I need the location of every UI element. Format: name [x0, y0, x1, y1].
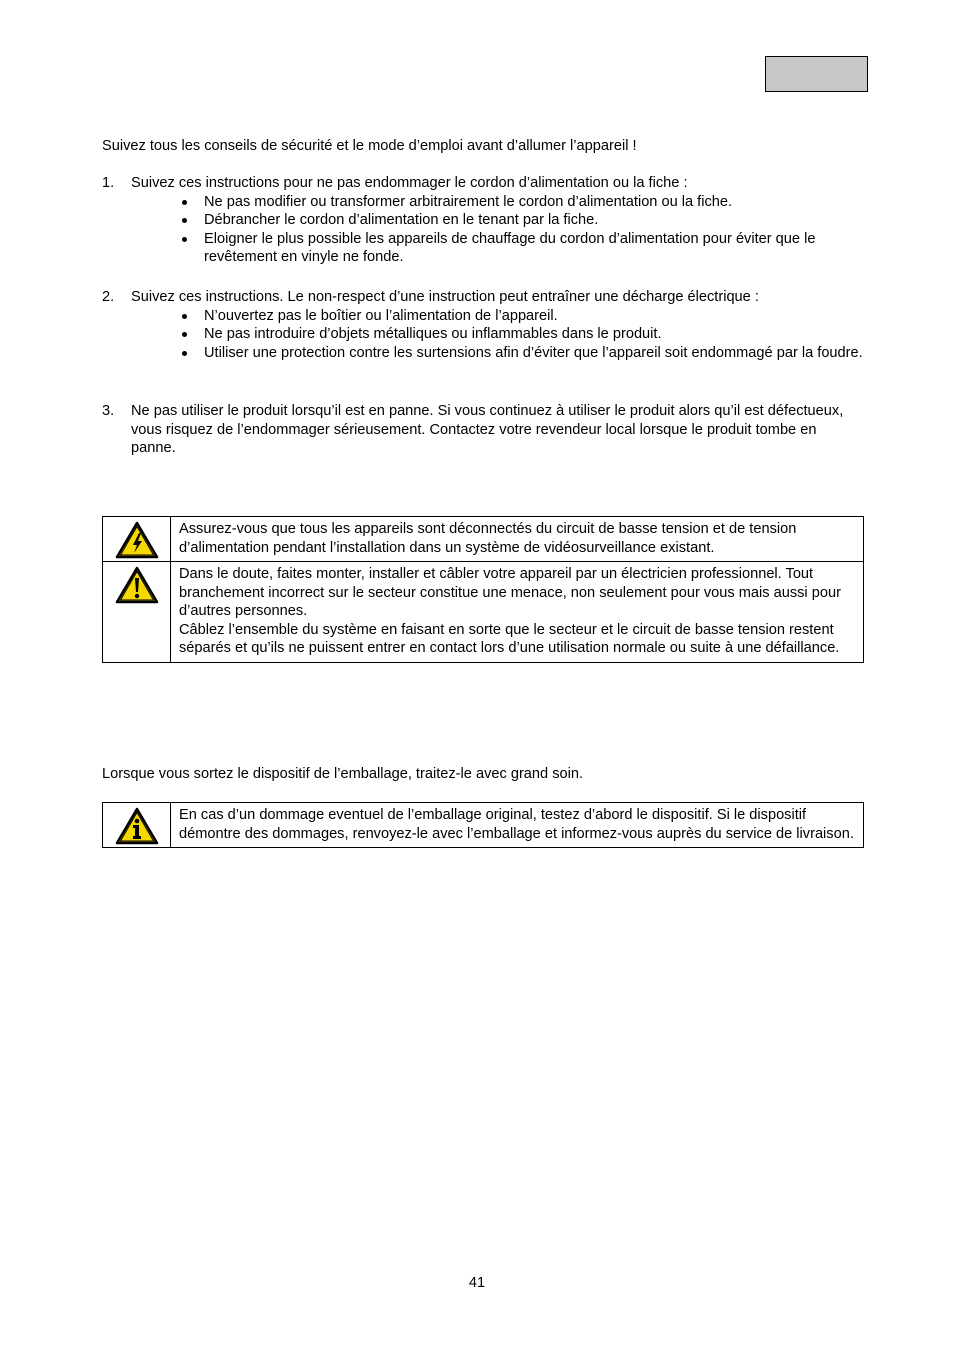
warning-row: [103, 562, 864, 663]
item-number: 3.: [102, 403, 115, 419]
bullet-icon: [182, 332, 187, 337]
language-tab-box: [765, 56, 868, 92]
warning-text: Assurez-vous que tous les appareils sont déconnectés du circuit de basse tension et de tension d’alimentation pendant l’installation dans un système de vidéosurveillance existant.: [179, 521, 797, 556]
page-number: 41: [468, 1275, 486, 1291]
list-item: Utiliser une protection contre les surtensions afin d’éviter que l’appareil soit endommagé par la foudre.: [181, 344, 881, 363]
list-item: Ne pas introduire d’objets métalliques ou inflammables dans le produit.: [181, 325, 872, 344]
item-number: 2.: [102, 289, 115, 305]
list-item: N’ouvertez pas le boîtier ou l’alimentation de l’appareil.: [181, 307, 872, 326]
bullet-icon: [182, 237, 187, 242]
item-text: Suivez ces instructions. Le non-respect d’une instruction peut entraîner une décharge électrique :: [131, 289, 759, 305]
instruction-item-1: [102, 174, 872, 267]
item-number: 1.: [102, 175, 115, 191]
intro-text: Suivez tous les conseils de sécurité et le mode d’emploi avant d’allumer l’appareil !: [102, 138, 637, 154]
item-text: Suivez ces instructions pour ne pas endommager le cordon d’alimentation ou la fiche :: [131, 175, 688, 191]
bullet-icon: [182, 200, 187, 205]
info-text-cell: [171, 803, 864, 848]
bullet-list: [181, 193, 872, 267]
list-item: Débrancher le cordon d’alimentation en le tenant par la fiche.: [181, 211, 872, 230]
warning-text-cell: [171, 562, 864, 663]
bullet-icon: [182, 314, 187, 319]
bullet-list: [181, 307, 872, 363]
list-item: Ne pas modifier ou transformer arbitrairement le cordon d’alimentation ou la fiche.: [181, 193, 872, 212]
info-icon-cell: [103, 803, 171, 848]
info-text: En cas d’un dommage eventuel de l’emballage original, testez d’abord le dispositif. Si le dispositif démontre des dommages, renvoyez-le avec l’emballage et informez-vous auprès du service de livraison.: [179, 807, 854, 842]
high-voltage-warning-icon: [115, 521, 159, 559]
instruction-item-3: [102, 402, 872, 458]
warning-text: Câblez l’ensemble du système en faisant en sorte que le secteur et le circuit de basse tension restent séparés et qu’ils ne puissent entrer en contact lors d’une utilisation normale ou suite à une défaillance.: [179, 621, 840, 656]
info-table: [102, 802, 864, 848]
warning-icon-cell: [103, 562, 171, 663]
exclamation-warning-icon: [115, 566, 159, 604]
warning-text: Dans le doute, faites monter, installer et câbler votre appareil par un électricien professionnel. Tout branchement incorrect sur le secteur constitue une menace, non seulement pour vous mais aussi pour d’autres personnes.: [179, 566, 841, 619]
info-warning-icon: [115, 807, 159, 845]
item-text: Ne pas utiliser le produit lorsqu’il est en panne. Si vous continuez à utiliser le produit alors qu’il est défectueux, vous risquez de l’endommager sérieusement. Contactez votre revendeur local lorsque le produit tombe en panne.: [131, 403, 844, 456]
instruction-item-2: [102, 288, 872, 362]
bullet-icon: [182, 351, 187, 356]
warning-table: [102, 516, 864, 663]
bullet-icon: [182, 218, 187, 223]
list-item: Eloigner le plus possible les appareils de chauffage du cordon d’alimentation pour éviter que le revêtement en vinyle ne fonde.: [181, 230, 881, 267]
warning-text-cell: [171, 517, 864, 562]
unpacking-text: Lorsque vous sortez le dispositif de l’emballage, traitez-le avec grand soin.: [102, 766, 584, 782]
info-row: [103, 803, 864, 848]
warning-row: [103, 517, 864, 562]
warning-icon-cell: [103, 517, 171, 562]
